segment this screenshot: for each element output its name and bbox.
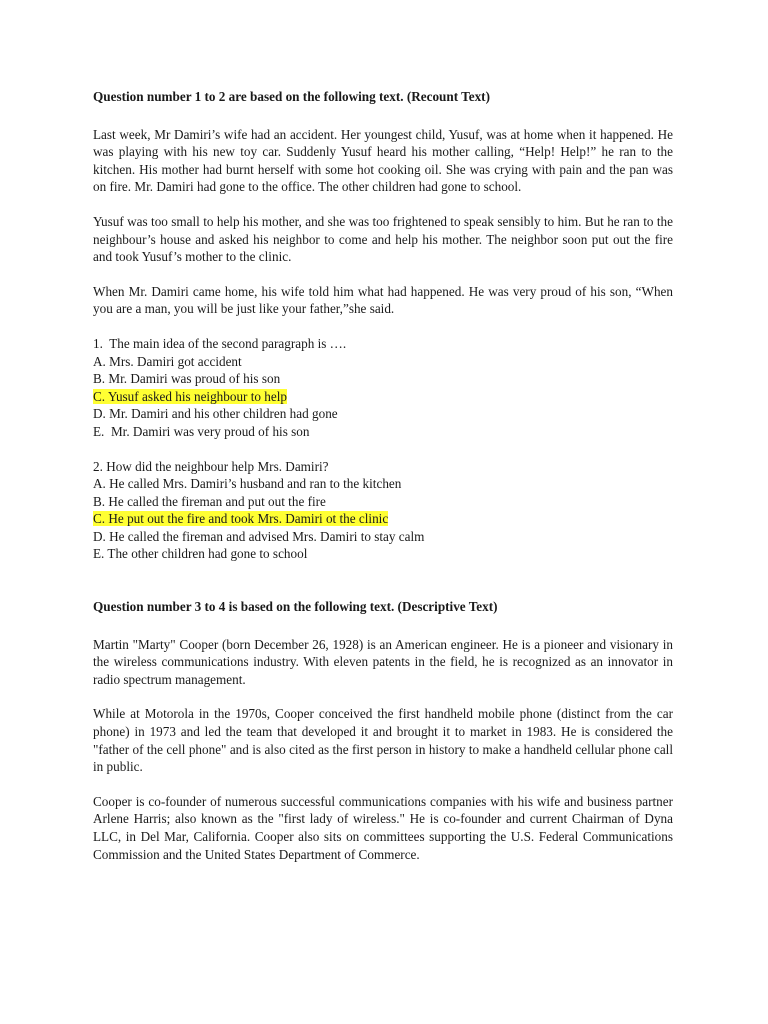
question-1-option-b: B. Mr. Damiri was proud of his son <box>93 371 281 387</box>
question-2 <box>93 458 673 564</box>
section1-heading: Question number 1 to 2 are based on the following text. (Recount Text) <box>93 89 490 104</box>
section1-paragraph-2: Yusuf was too small to help his mother, and she was too frightened to speak sensibly to him. But he ran to the neighbour’s house and asked his neighbor to come and help his mother. The neighbor soon put out the fire and took Yusuf’s mother to the clinic. <box>93 213 673 265</box>
section2-paragraph-1: Martin "Marty" Cooper (born December 26, 1928) is an American engineer. He is a pioneer and visionary in the wireless communications industry. With eleven patents in the field, he is recognized as an innovator in radio spectrum management. <box>93 636 673 687</box>
question-1-option-c-highlighted: C. Yusuf asked his neighbour to help <box>93 388 288 404</box>
section2-paragraph-3: Cooper is co-founder of numerous successful communications companies with his wife and business partner Arlene Harris; also known as the "first lady of wireless." He is co-founder and current Chairman of Dyna LLC, in Del Mar, California. Cooper also sits on committees supporting the U.S. Federal Communications Commission and the United States Department of Commerce. <box>93 793 673 862</box>
question-2-option-c-highlighted: C. He put out the fire and took Mrs. Damiri ot the clinic <box>93 511 389 527</box>
question-2-option-a: A. He called Mrs. Damiri’s husband and ran to the kitchen <box>93 476 402 492</box>
section1-paragraph-3: When Mr. Damiri came home, his wife told him what had happened. He was very proud of his son, “When you are a man, you will be just like your father,”she said. <box>93 283 673 317</box>
document-page <box>93 88 673 880</box>
question-1-option-d: D. Mr. Damiri and his other children had gone <box>93 406 338 422</box>
question-1 <box>93 335 673 441</box>
question-1-option-e: E. Mr. Damiri was very proud of his son <box>93 423 310 439</box>
question-2-option-b: B. He called the fireman and put out the fire <box>93 493 326 509</box>
question-2-option-d: D. He called the fireman and advised Mrs. Damiri to stay calm <box>93 528 425 544</box>
section2-paragraph-2: While at Motorola in the 1970s, Cooper conceived the first handheld mobile phone (distinct from the car phone) in 1973 and led the team that developed it and brought it to market in 1983. He is considered the "father of the cell phone" and is also cited as the first person in history to make a handheld cellular phone call in public. <box>93 706 673 775</box>
question-2-option-e: E. The other children had gone to school <box>93 546 308 562</box>
question-2-stem: 2. How did the neighbour help Mrs. Damiri? <box>93 458 329 474</box>
section2-heading: Question number 3 to 4 is based on the following text. (Descriptive Text) <box>93 599 498 615</box>
section1-paragraph-1: Last week, Mr Damiri’s wife had an accident. Her youngest child, Yusuf, was at home when it happened. He was playing with his new toy car. Suddenly Yusuf heard his mother calling, “Help! Help!” he ran to the kitchen. His mother had burnt herself with some hot cooking oil. She was crying with pain and the pan was on fire. Mr. Damiri had gone to the office. The other children had gone to school. <box>93 126 673 195</box>
question-1-option-a: A. Mrs. Damiri got accident <box>93 353 242 369</box>
question-1-stem: 1. The main idea of the second paragraph is …. <box>93 335 347 351</box>
